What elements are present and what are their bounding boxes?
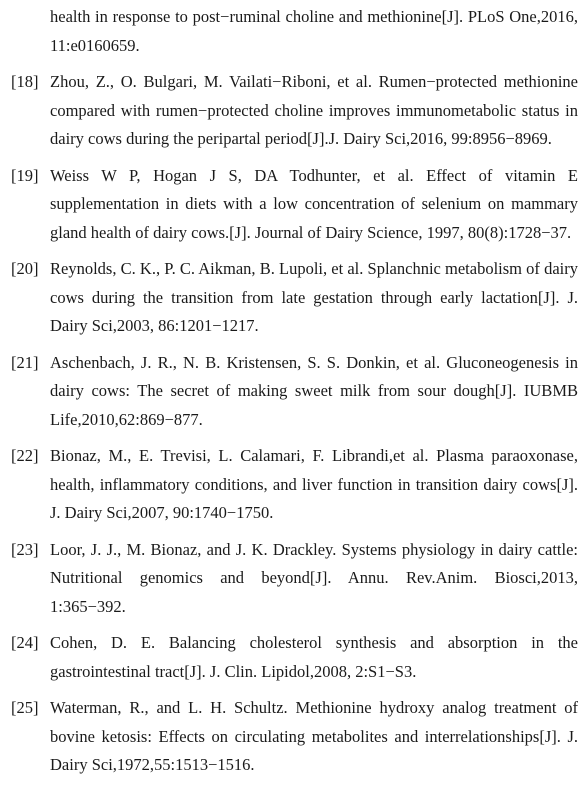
reference-text: Bionaz, M., E. Trevisi, L. Calamari, F. Librandi,et al. Plasma paraoxonase, health, inflammatory conditions, and liver function in transition dairy cows[J]. J. Dairy Sci,2007, 90:1740−1750. — [50, 446, 578, 522]
reference-number: [18] — [11, 72, 39, 91]
reference-item-24 — [0, 629, 586, 686]
reference-number: [20] — [11, 259, 39, 278]
reference-item-25 — [0, 694, 586, 780]
reference-item-continued — [0, 3, 586, 60]
reference-text: Cohen, D. E. Balancing cholesterol synthesis and absorption in the gastrointestinal tract[J]. J. Clin. Lipidol,2008, 2:S1−S3. — [50, 633, 578, 681]
reference-text: Loor, J. J., M. Bionaz, and J. K. Drackley. Systems physiology in dairy cattle: Nutritional genomics and beyond[J]. Annu. Rev.Anim. Biosci,2013, 1:365−392. — [50, 539, 578, 616]
reference-item-19 — [0, 162, 586, 248]
reference-number: [23] — [11, 539, 39, 559]
reference-number: [22] — [11, 446, 39, 465]
reference-text: Aschenbach, J. R., N. B. Kristensen, S. S. Donkin, et al. Gluconeogenesis in dairy cows: The secret of making sweet milk from sour dough[J]. IUBMB Life,2010,62:869−877. — [50, 352, 578, 429]
reference-item-22 — [0, 442, 586, 528]
reference-list — [0, 3, 586, 788]
reference-text: health in response to post−ruminal choline and methionine[J]. PLoS One,2016, 11:e0160659. — [50, 7, 578, 55]
reference-number: [25] — [11, 698, 39, 717]
reference-item-21 — [0, 349, 586, 435]
reference-number: [21] — [11, 352, 39, 372]
reference-item-20 — [0, 255, 586, 341]
reference-number: [24] — [11, 633, 39, 652]
reference-number: [19] — [11, 165, 39, 185]
reference-item-18 — [0, 68, 586, 154]
reference-text: Reynolds, C. K., P. C. Aikman, B. Lupoli, et al. Splanchnic metabolism of dairy cows during the transition from late gestation through early lactation[J]. J. Dairy Sci,2003, 86:1201−1217. — [50, 259, 578, 335]
reference-text: Weiss W P, Hogan J S, DA Todhunter, et al. Effect of vitamin E supplementation in diets with a low concentration of selenium on mammary gland health of dairy cows.[J]. Journal of Dairy Science, 1997, 80(8):1728−37. — [50, 165, 578, 242]
reference-item-23 — [0, 536, 586, 622]
reference-text: Zhou, Z., O. Bulgari, M. Vailati−Riboni, et al. Rumen−protected methionine compared with rumen−protected choline improves immunometabolic status in dairy cows during the peripartal period[J].J. Dairy Sci,2016, 99:8956−8969. — [50, 72, 578, 148]
reference-text: Waterman, R., and L. H. Schultz. Methionine hydroxy analog treatment of bovine ketosis: Effects on circulating metabolites and interrelationships[J]. J. Dairy Sci,1972,55:1513−1516. — [50, 698, 578, 774]
